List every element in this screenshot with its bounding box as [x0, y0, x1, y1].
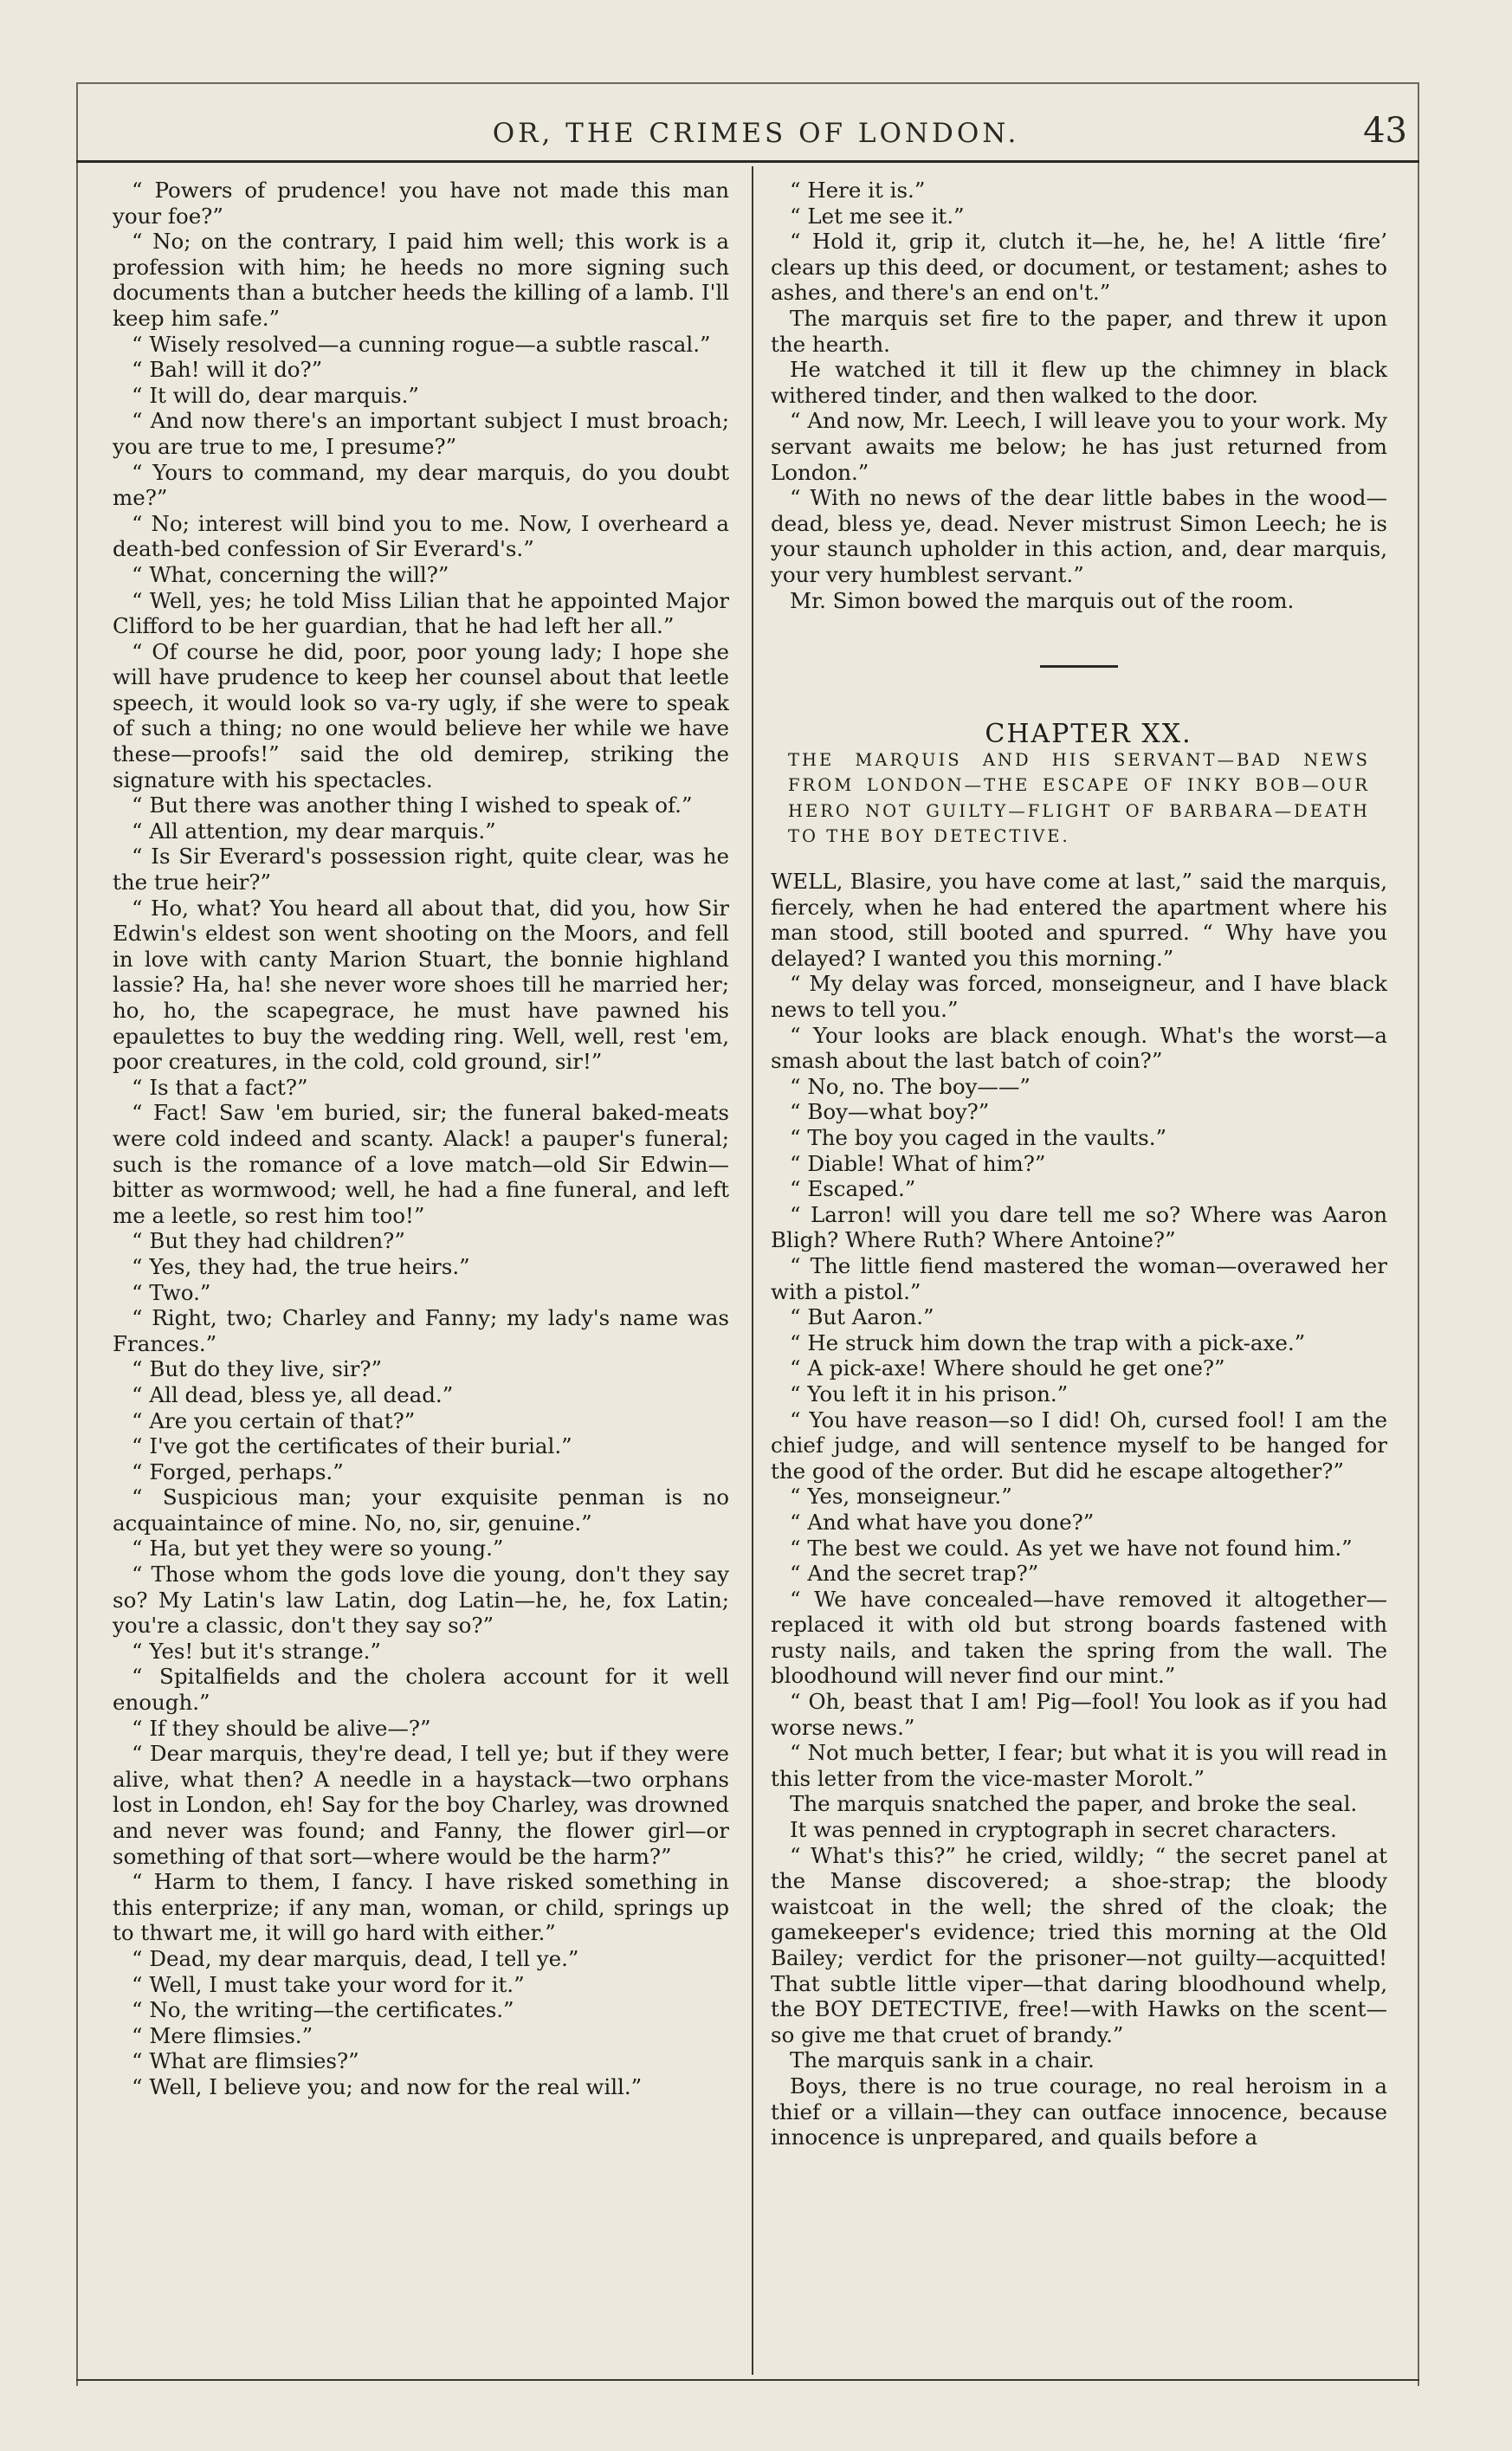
paragraph: “ Spitalfields and the cholera account for it well enough.” — [113, 1664, 729, 1716]
paragraph: “ Boy—what boy?” — [790, 1099, 990, 1125]
paragraph: “ Diable! What of him?” — [790, 1150, 1046, 1176]
paragraph: “ What's this?” he cried, wildly; “ the secret panel at the Manse discovered; a shoe-strap; the bloody waistcoat in the well; the shred of the cloak; the gamekeeper's evidence; tried this morning at the Old Bailey; verdict for the prisoner—not guilty—acquitted! That subtle little viper—that daring bloodhound whelp, the BOY DETECTIVE, free!—with Hawks on the scent—so give me that cruet of brandy.” — [771, 1842, 1387, 2047]
section-rule — [1040, 665, 1118, 668]
paragraph: “ Well, I must take your word for it.” — [132, 1971, 525, 1997]
paragraph: “ Suspicious man; your exquisite penman is no acquaintaince of mine. No, no, sir, genuine.” — [113, 1484, 729, 1536]
paragraph: “ Ha, but yet they were so young.” — [132, 1536, 504, 1562]
paragraph: The marquis snatched the paper, and broke the seal. — [790, 1791, 1358, 1817]
paragraph: “ No, no. The boy——” — [790, 1073, 1031, 1099]
paragraph: “ Oh, beast that I am! Pig—fool! You look as if you had worse news.” — [771, 1689, 1387, 1740]
paragraph: “ Dear marquis, they're dead, I tell ye; but if they were alive, what then? A needle in a haystack—two orphans lost in London, eh! Say for the boy Charley, was drowned and never was found; and Fanny, the flower girl—or something of that sort—where would be the harm?” — [113, 1741, 729, 1869]
paragraph: “ Larron! will you dare tell me so? Where was Aaron Bligh? Where Ruth? Where Antoine?” — [771, 1201, 1387, 1253]
chapter-title: CHAPTER XX. — [985, 719, 1192, 750]
paragraph: “ Hold it, grip it, clutch it—he, he, he! A little ‘fire’ clears up this deed, or document, or testament; ashes to ashes, and there's an end on't.” — [771, 229, 1387, 306]
chapter-summary: THE MARQUIS AND HIS SERVANT—BAD NEWS FROM LONDON—THE ESCAPE OF INKY BOB—OUR HERO NOT GUILTY—FLIGHT OF BARBARA—DEATH TO THE BOY DETECTIVE. — [788, 749, 1370, 847]
header-rule — [76, 160, 1419, 163]
paragraph: “ Mere flimsies.” — [132, 2022, 313, 2048]
right-column-top — [771, 178, 1387, 613]
paragraph: “ Bah! will it do?” — [132, 357, 323, 383]
paragraph: “ And what have you done?” — [790, 1509, 1095, 1535]
column-divider — [752, 166, 753, 2375]
paragraph: “ Harm to them, I fancy. I have risked something in this enterprize; if any man, woman, or child, springs up to thwart me, it will go hard with either.” — [113, 1869, 729, 1946]
paragraph: “ Two.” — [132, 1279, 211, 1305]
paragraph: “ It will do, dear marquis.” — [132, 382, 419, 408]
paragraph: “ A pick-axe! Where should he get one?” — [790, 1355, 1225, 1381]
paragraph: “ But Aaron.” — [790, 1304, 934, 1330]
paragraph: “ What are flimsies?” — [132, 2048, 359, 2074]
paragraph: Boys, there is no true courage, no real heroism in a thief or a villain—they can outface innocence, because innocence is unprepared, and quails before a — [771, 2073, 1387, 2150]
footer-rule — [76, 2379, 1419, 2381]
paragraph: “ And now, Mr. Leech, I will leave you to your work. My servant awaits me below; he has just returned from London.” — [771, 408, 1387, 485]
right-column-bottom — [771, 869, 1387, 2150]
paragraph: “ But do they live, sir?” — [132, 1356, 383, 1382]
paragraph: “ I've got the certificates of their burial.” — [132, 1433, 572, 1459]
paragraph: “ Escaped.” — [790, 1176, 916, 1202]
paragraph: “ But there was another thing I wished to speak of.” — [132, 792, 693, 818]
paragraph: “ You have reason—so I did! Oh, cursed fool! I am the chief judge, and will sentence myself to be hanged for the good of the order. But did he escape altogether?” — [771, 1407, 1387, 1484]
paragraph: “ Of course he did, poor, poor young lady; I hope she will have prudence to keep her counsel about that leetle speech, it would look so va-ry ugly, if she were to speak of such a thing; no one would believe her while we have these—proofs!” said the old demirep, striking the signature with his spectacles. — [113, 638, 729, 792]
paragraph: “ My delay was forced, monseigneur, and I have black news to tell you.” — [771, 971, 1387, 1023]
paragraph: “ Yes, they had, the true heirs.” — [132, 1253, 470, 1279]
paragraph: “ Let me see it.” — [790, 203, 965, 229]
paragraph: “ Here it is.” — [790, 178, 926, 203]
paragraph: “ With no news of the dear little babes in the wood—dead, bless ye, dead. Never mistrust Simon Leech; he is your staunch upholder in this action, and, dear marquis, your very humblest servant.” — [771, 485, 1387, 587]
paragraph: He watched it till it flew up the chimney in black withered tinder, and then walked to the door. — [771, 357, 1387, 408]
paragraph: “ Ho, what? You heard all about that, did you, how Sir Edwin's eldest son went shooting on the Moors, and fell in love with canty Marion Stuart, the bonnie highland lassie? Ha, ha! she never wore shoes till he married her; ho, ho, the scapegrace, he must have pawned his epaulettes to buy the wedding ring. Well, well, rest 'em, poor creatures, in the cold, cold ground, sir!” — [113, 895, 729, 1075]
paragraph: “ Yours to command, my dear marquis, do you doubt me?” — [113, 459, 729, 511]
paragraph: “ Well, yes; he told Miss Lilian that he appointed Major Clifford to be her guardian, that he had left her all.” — [113, 587, 729, 639]
paragraph: “ Are you certain of that?” — [132, 1407, 416, 1433]
paragraph: “ The little fiend mastered the woman—overawed her with a pistol.” — [771, 1252, 1387, 1304]
paragraph: “ Your looks are black enough. What's the worst—a smash about the last batch of coin?” — [771, 1022, 1387, 1074]
paragraph: “ Those whom the gods love die young, don't they say so? My Latin's law Latin, dog Latin—he, he, fox Latin; you're a classic, don't they say so?” — [113, 1562, 729, 1639]
paragraph: “ Yes, monseigneur.” — [790, 1484, 1012, 1510]
paragraph: “ The boy you caged in the vaults.” — [790, 1125, 1167, 1150]
paragraph: “ If they should be alive—?” — [132, 1715, 431, 1741]
paragraph: “ The best we could. As yet we have not found him.” — [790, 1535, 1353, 1561]
paragraph: “ Is Sir Everard's possession right, quite clear, was he the true heir?” — [113, 844, 729, 896]
paragraph: “ Right, two; Charley and Fanny; my lady's name was Frances.” — [113, 1305, 729, 1356]
paragraph: “ No; on the contrary, I paid him well; this work is a profession with him; he heeds no more signing such documents than a butcher heeds the killing of a lamb. I'll keep him safe.” — [113, 229, 729, 331]
paragraph: “ No, the writing—the certificates.” — [132, 1997, 514, 2023]
paragraph: “ Forged, perhaps.” — [132, 1458, 344, 1484]
running-title: OR, THE CRIMES OF LONDON. — [492, 118, 1020, 149]
paragraph: “ Not much better, I fear; but what it is you will read in this letter from the vice-master Morolt.” — [771, 1740, 1387, 1791]
paragraph: Mr. Simon bowed the marquis out of the room. — [790, 587, 1295, 613]
paragraph: “ Fact! Saw 'em buried, sir; the funeral baked-meats were cold indeed and scanty. Alack! a pauper's funeral; such is the romance of a love match—old Sir Edwin—bitter as wormwood; well, he had a fine funeral, and left me a leetle, so rest him too!” — [113, 1100, 729, 1228]
paragraph: “ All attention, my dear marquis.” — [132, 818, 496, 844]
paragraph: “ Dead, my dear marquis, dead, I tell ye.” — [132, 1945, 579, 1971]
left-column — [113, 178, 729, 2100]
page-border-left — [76, 82, 78, 2386]
paragraph: “ And the secret trap?” — [790, 1561, 1039, 1587]
paragraph: “ Yes! but it's strange.” — [132, 1638, 381, 1664]
paragraph: “ All dead, bless ye, all dead.” — [132, 1381, 454, 1407]
page-border-top — [76, 82, 1419, 84]
paragraph: It was penned in cryptograph in secret characters. — [790, 1817, 1337, 1843]
paragraph: “ No; interest will bind you to me. Now, I overheard a death-bed confession of Sir Everard's.” — [113, 510, 729, 562]
paragraph: The marquis set fire to the paper, and threw it upon the hearth. — [771, 305, 1387, 357]
paragraph: “ Wisely resolved—a cunning rogue—a subtle rascal.” — [132, 331, 711, 357]
paragraph: The marquis sank in a chair. — [790, 2047, 1095, 2073]
page-border-right — [1418, 82, 1419, 2386]
paragraph: “ You left it in his prison.” — [790, 1381, 1069, 1407]
right-column — [771, 178, 1387, 2150]
paragraph: “ What, concerning the will?” — [132, 561, 449, 587]
page-number: 43 — [1363, 111, 1407, 151]
paragraph: WELL, Blasire, you have come at last,” said the marquis, fiercely, when he had entered the apartment where his man stood, still booted and spurred. “ Why have you delayed? I wanted you this morning.” — [771, 869, 1387, 971]
paragraph: “ Is that a fact?” — [132, 1074, 308, 1100]
paragraph: “ Powers of prudence! you have not made this man your foe?” — [113, 178, 729, 229]
paragraph: “ We have concealed—have removed it altogether—replaced it with old but strong boards fastened with rusty nails, and taken the spring from the wall. The bloodhound will never find our mint.” — [771, 1586, 1387, 1689]
paragraph: “ But they had children?” — [132, 1228, 405, 1254]
paragraph: “ And now there's an important subject I must broach; you are true to me, I presume?” — [113, 408, 729, 459]
paragraph: “ Well, I believe you; and now for the real will.” — [132, 2073, 643, 2099]
paragraph: “ He struck him down the trap with a pick-axe.” — [790, 1329, 1306, 1355]
